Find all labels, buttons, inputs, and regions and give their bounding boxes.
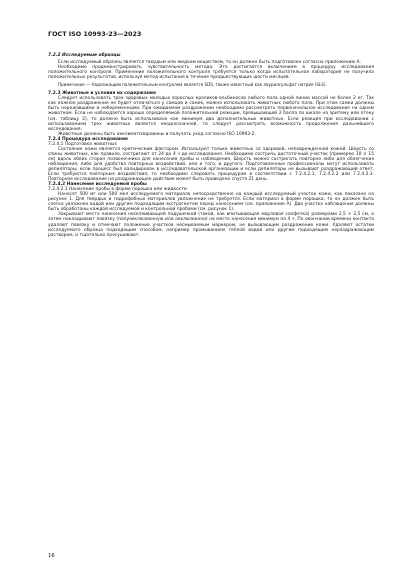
section-heading-7-2-3: 7.2.3 Животные и условия их содержания	[48, 91, 156, 97]
note-text: — Надлежащим положительным контролем является SDS, также известный как лаурилсульфат натрия (SLS).	[86, 82, 327, 88]
section-heading-7-2-4: 7.2.4 Процедура исследования	[48, 136, 128, 142]
paragraph: Наносят 500 мг или 500 мкл исследуемого материала непосредственно на каждый исследуемый участок кожи, как показано на рисунке 1. Для твердых и гидрофобных материалов увлажнение не требуется. Если материал в форме порошка, то он должен быть слегка увлажнен водой или другим подходящим экстрагентом перед нанесением (см. приложение А). Два участка наблюдения должны быть обработаны каждой исследуемой и контрольной пробами (см. рисунок 1).	[48, 192, 374, 213]
section-heading-7-2-4-2: 7.2.4.2 Нанесение исследуемой пробы	[48, 182, 147, 188]
document-header: ГОСТ ISO 10993-23—2023	[48, 30, 142, 38]
subsection-heading: 7.2.4.2.1 Нанесение пробы в форме порошка или жидкости	[48, 187, 187, 193]
paragraph: Если исследуемый образец является твердым или жидким веществом, то он должен быть подготовлен согласно приложению А.	[58, 60, 361, 66]
section-heading-7-2-2: 7.2.2 Исследуемые образцы	[48, 53, 121, 58]
page-number: 16	[48, 553, 55, 559]
document-body	[48, 53, 374, 238]
note	[48, 82, 374, 87]
subsection-heading: 7.2.4.1 Подготовка животных	[48, 141, 117, 147]
paragraph: Необходимо продемонстрировать чувствительность метода. Это достигается включением в процедуру исследования положительного контроля. Применение положительного контроля требуется только когда испытательная лаборатория не получила положительных результатов, используя метод испытания в течение предшествующих шести месяцев.	[48, 65, 374, 81]
paragraph: Закрывают место нанесения несклеивающей подушечкой (такой, как впитывающая марлевая салфетка) размерами 2,5 × 2,5 см, а затем накладывают повязку (полуокклюзионную или окклюзионно) на место нанесения минимум на 4 ч. По окончании времени контакта удаляют повязку и отмечают положение участков несмываемым маркером, не вызывающим раздражение кожи. Удаляют остатки исследуемого образца подходящим способом, например промыванием теплой водой или другим подходящим нераздражающим раствором, и тщательно просушивают.	[48, 212, 374, 238]
paragraph: Животные должны быть акклиматизированы и получать уход согласно ISO 10993-2.	[58, 131, 256, 137]
paragraph: Следует использовать трех здоровых молодых взрослых кроликов-альбиносов любого пола одной линии массой не более 2 кг. Так как кожное раздражение не будет отличаться у самцов и самок, можно использовать животных любого пола. При этом самки должны быть нерожавшими и небеременными. При ожидаемом раздражении необходимо рассмотреть первоначальное исследование на одном животном. Если не наблюдается хорошо определяемой положительной реакции, превышающей 2 балла по шкале на эритему или отеку (см. таблицу 2), то должно быть использовано как минимум два дополнительных животных. Если реакция при исследовании с использованием трех животных является неоднозначной, то следует рассмотреть возможность продолжения дальнейшего исследования.	[48, 96, 374, 132]
note-label: Примечание	[58, 82, 85, 88]
paragraph: Состояние кожи является критическим фактором. Используют только животных со здоровой, неповрежденной кожей. Шерсть со спины животных, как правило, состригают от 24 до 4 ч до исследования. Необходимо состричь достаточный участок (примерно 10 × 15 см) вдоль обеих сторон позвоночника для нанесения пробы и наблюдения. Шерсть можно состригать повторно либо для облегчения наблюдения, либо для удобства повторных воздействий, или и того, и другого. Подготовленные профессионалы могут использовать депиляторы, если процесс был валидирован в исследовательской организации и если депиляторы не вызывают раздражающий ответ. Если требуются повторные воздействия, то необходимо следовать процедурам в соответствии с 7.2.4.2.1, 7.2.4.2.2 или 7.2.4.2.3. Повторное исследование на раздражающее действие может быть проведено спустя 21 день.	[48, 146, 374, 183]
